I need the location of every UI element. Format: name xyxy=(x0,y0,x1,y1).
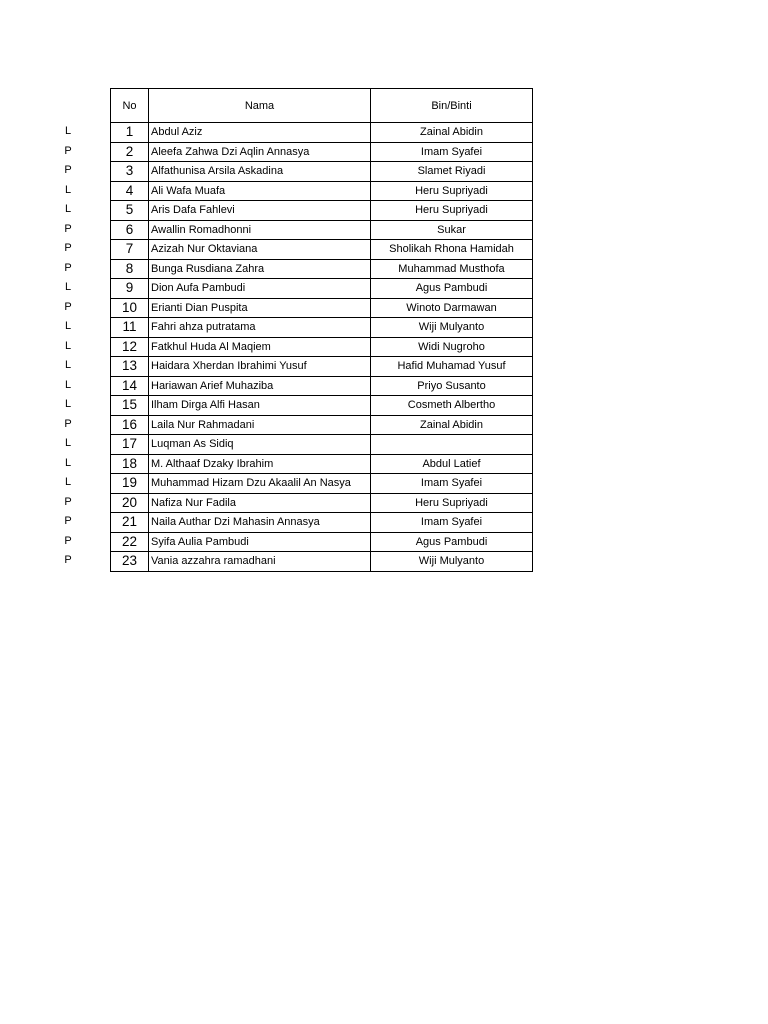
cell-no: 16 xyxy=(111,415,149,435)
gender-marker: L xyxy=(64,437,72,449)
cell-bin-binti: Imam Syafei xyxy=(371,513,533,533)
cell-nama: Naila Authar Dzi Mahasin Annasya xyxy=(149,513,371,533)
gender-marker: L xyxy=(64,281,72,293)
cell-bin-binti: Widi Nugroho xyxy=(371,337,533,357)
cell-no: 17 xyxy=(111,435,149,455)
cell-nama: Bunga Rusdiana Zahra xyxy=(149,259,371,279)
cell-nama: Abdul Aziz xyxy=(149,123,371,143)
cell-bin-binti: Slamet Riyadi xyxy=(371,162,533,182)
gender-marker: L xyxy=(64,203,72,215)
cell-no: 2 xyxy=(111,142,149,162)
cell-nama: Hariawan Arief Muhaziba xyxy=(149,376,371,396)
cell-nama: Aleefa Zahwa Dzi Aqlin Annasya xyxy=(149,142,371,162)
cell-bin-binti xyxy=(371,435,533,455)
table-row xyxy=(111,220,533,240)
cell-no: 12 xyxy=(111,337,149,357)
cell-bin-binti: Agus Pambudi xyxy=(371,532,533,552)
cell-nama: Alfathunisa Arsila Askadina xyxy=(149,162,371,182)
cell-nama: Erianti Dian Puspita xyxy=(149,298,371,318)
cell-no: 11 xyxy=(111,318,149,338)
cell-bin-binti: Abdul Latief xyxy=(371,454,533,474)
cell-no: 18 xyxy=(111,454,149,474)
table-row xyxy=(111,337,533,357)
gender-marker: L xyxy=(64,456,72,469)
cell-nama: Azizah Nur Oktaviana xyxy=(149,240,371,260)
cell-no: 3 xyxy=(111,162,149,182)
table-row xyxy=(111,454,533,474)
gender-marker: P xyxy=(64,261,72,274)
cell-no: 13 xyxy=(111,357,149,377)
cell-no: 9 xyxy=(111,279,149,299)
cell-bin-binti: Imam Syafei xyxy=(371,142,533,162)
cell-no: 7 xyxy=(111,240,149,260)
cell-bin-binti: Priyo Susanto xyxy=(371,376,533,396)
cell-no: 1 xyxy=(111,123,149,143)
header-nama: Nama xyxy=(149,89,371,123)
table-row xyxy=(111,474,533,494)
header-bin-binti: Bin/Binti xyxy=(371,89,533,123)
cell-nama: M. Althaaf Dzaky Ibrahim xyxy=(149,454,371,474)
cell-no: 22 xyxy=(111,532,149,552)
cell-nama: Nafiza Nur Fadila xyxy=(149,493,371,513)
table-row xyxy=(111,259,533,279)
gender-marker: P xyxy=(64,222,72,235)
cell-bin-binti: Heru Supriyadi xyxy=(371,201,533,221)
cell-nama: Fatkhul Huda Al Maqiem xyxy=(149,337,371,357)
gender-marker: L xyxy=(64,378,72,391)
cell-nama: Syifa Aulia Pambudi xyxy=(149,532,371,552)
table-row xyxy=(111,493,533,513)
cell-bin-binti: Sholikah Rhona Hamidah xyxy=(371,240,533,260)
table-body xyxy=(111,123,533,572)
gender-marker: L xyxy=(64,320,72,332)
cell-nama: Dion Aufa Pambudi xyxy=(149,279,371,299)
table-row xyxy=(111,396,533,416)
table-row xyxy=(111,318,533,338)
cell-bin-binti: Wiji Mulyanto xyxy=(371,318,533,338)
student-table xyxy=(110,88,533,572)
gender-marker: L xyxy=(64,125,72,137)
cell-no: 8 xyxy=(111,259,149,279)
gender-marker: L xyxy=(64,183,72,196)
cell-bin-binti: Imam Syafei xyxy=(371,474,533,494)
table-row xyxy=(111,142,533,162)
gender-marker: P xyxy=(64,495,72,508)
cell-no: 5 xyxy=(111,201,149,221)
gender-marker: P xyxy=(64,515,72,527)
gender-marker: P xyxy=(64,242,72,254)
cell-nama: Fahri ahza putratama xyxy=(149,318,371,338)
gender-column xyxy=(56,122,80,571)
cell-bin-binti: Heru Supriyadi xyxy=(371,493,533,513)
cell-no: 14 xyxy=(111,376,149,396)
cell-nama: Laila Nur Rahmadani xyxy=(149,415,371,435)
table-row xyxy=(111,513,533,533)
table-row xyxy=(111,162,533,182)
gender-marker: P xyxy=(64,417,72,430)
gender-marker: P xyxy=(64,534,72,547)
table-row xyxy=(111,435,533,455)
gender-marker: L xyxy=(64,476,72,488)
table-row xyxy=(111,357,533,377)
cell-bin-binti: Agus Pambudi xyxy=(371,279,533,299)
gender-marker: L xyxy=(64,398,72,410)
cell-nama: Ali Wafa Muafa xyxy=(149,181,371,201)
cell-nama: Vania azzahra ramadhani xyxy=(149,552,371,572)
cell-no: 6 xyxy=(111,220,149,240)
cell-nama: Ilham Dirga Alfi Hasan xyxy=(149,396,371,416)
table-row xyxy=(111,123,533,143)
table-row xyxy=(111,376,533,396)
cell-no: 20 xyxy=(111,493,149,513)
gender-marker: L xyxy=(64,339,72,352)
cell-bin-binti: Zainal Abidin xyxy=(371,123,533,143)
cell-bin-binti: Sukar xyxy=(371,220,533,240)
cell-no: 10 xyxy=(111,298,149,318)
cell-no: 23 xyxy=(111,552,149,572)
table-row xyxy=(111,201,533,221)
cell-bin-binti: Heru Supriyadi xyxy=(371,181,533,201)
cell-no: 19 xyxy=(111,474,149,494)
cell-no: 4 xyxy=(111,181,149,201)
table-row xyxy=(111,532,533,552)
table-row xyxy=(111,552,533,572)
gender-marker: P xyxy=(64,164,72,176)
cell-nama: Aris Dafa Fahlevi xyxy=(149,201,371,221)
header-no: No xyxy=(111,89,149,123)
gender-marker: P xyxy=(64,144,72,157)
table-row xyxy=(111,240,533,260)
cell-bin-binti: Zainal Abidin xyxy=(371,415,533,435)
cell-no: 15 xyxy=(111,396,149,416)
cell-nama: Haidara Xherdan Ibrahimi Yusuf xyxy=(149,357,371,377)
table-row xyxy=(111,298,533,318)
gender-marker: P xyxy=(64,554,72,566)
table-row xyxy=(111,181,533,201)
cell-no: 21 xyxy=(111,513,149,533)
cell-bin-binti: Winoto Darmawan xyxy=(371,298,533,318)
table-row xyxy=(111,279,533,299)
cell-nama: Luqman As Sidiq xyxy=(149,435,371,455)
gender-marker: P xyxy=(64,300,72,313)
table-row xyxy=(111,415,533,435)
cell-bin-binti: Wiji Mulyanto xyxy=(371,552,533,572)
gender-marker: L xyxy=(64,359,72,371)
cell-bin-binti: Hafid Muhamad Yusuf xyxy=(371,357,533,377)
cell-bin-binti: Muhammad Musthofa xyxy=(371,259,533,279)
cell-bin-binti: Cosmeth Albertho xyxy=(371,396,533,416)
cell-nama: Muhammad Hizam Dzu Akaalil An Nasya xyxy=(149,474,371,494)
cell-nama: Awallin Romadhonni xyxy=(149,220,371,240)
table-header-row xyxy=(111,89,533,123)
